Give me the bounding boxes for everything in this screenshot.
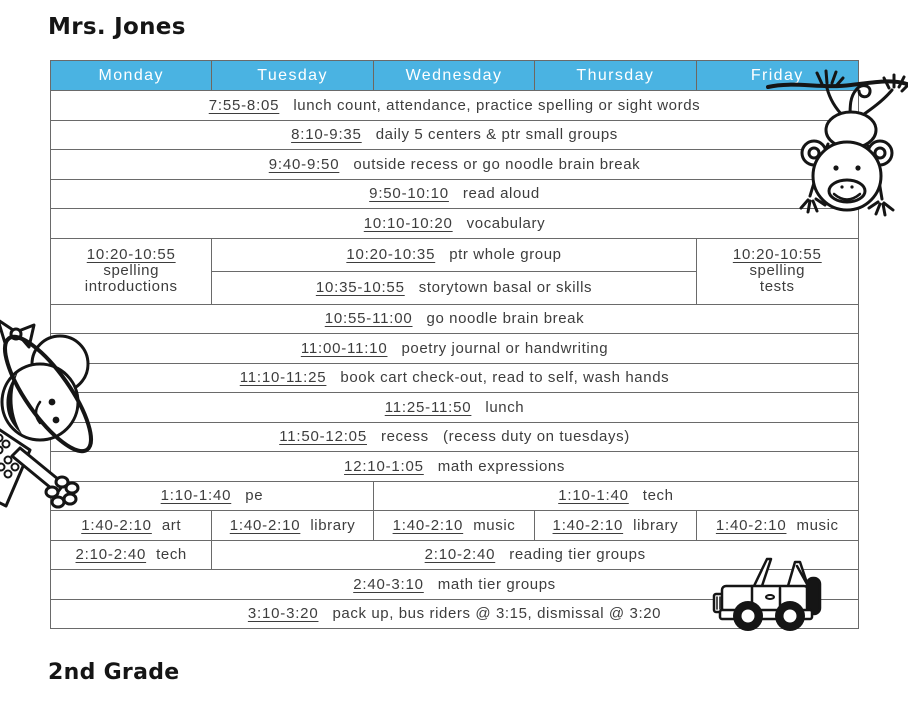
friday-special-cell xyxy=(697,511,858,540)
reading-tier-cell xyxy=(212,541,858,570)
time-label: 1:40-2:10 xyxy=(715,516,787,534)
pe-tech-row xyxy=(51,481,858,511)
time-label: 10:55-11:00 xyxy=(324,310,413,328)
split-row-1020 xyxy=(51,238,858,304)
activity-label: daily 5 centers & ptr small groups xyxy=(375,126,618,144)
grade-label: 2nd Grade xyxy=(48,660,180,685)
tech-reading-row xyxy=(51,540,858,570)
activity-label: reading tier groups xyxy=(509,546,646,564)
day-header-thursday: Thursday xyxy=(535,61,696,90)
time-label: 10:20-10:35 xyxy=(346,246,436,264)
schedule-table xyxy=(50,60,859,629)
table-row xyxy=(51,90,858,120)
day-header-row xyxy=(51,61,858,90)
table-row xyxy=(51,149,858,179)
time-label: 10:35-10:55 xyxy=(315,279,405,297)
activity-label: ptr whole group xyxy=(449,246,562,264)
activity-label: library xyxy=(310,516,356,534)
table-row xyxy=(51,179,858,209)
table-row xyxy=(51,599,858,629)
table-row xyxy=(212,239,695,272)
table-row xyxy=(212,271,695,304)
table-row xyxy=(51,333,858,363)
activity-label: book cart check-out, read to self, wash hands xyxy=(340,369,670,387)
monday-tech-cell xyxy=(51,541,212,570)
time-label: 11:00-11:10 xyxy=(300,339,388,357)
activity-label: introductions xyxy=(84,278,178,295)
day-header-monday: Monday xyxy=(51,61,212,90)
activity-label: go noodle brain break xyxy=(426,310,585,328)
teacher-name: Mrs. Jones xyxy=(48,14,186,40)
activity-label: spelling xyxy=(103,262,160,279)
activity-label: storytown basal or skills xyxy=(418,279,593,297)
table-row xyxy=(51,422,858,452)
time-label: 12:10-1:05 xyxy=(344,457,424,475)
time-label: 2:40-3:10 xyxy=(353,575,424,593)
activity-label: music xyxy=(473,516,516,534)
time-label: 10:20-10:55 xyxy=(732,246,822,263)
tuesday-special-cell xyxy=(212,511,373,540)
activity-label: tests xyxy=(759,278,795,295)
time-label: 9:40-9:50 xyxy=(268,155,340,173)
time-label: 9:50-10:10 xyxy=(369,185,449,203)
specials-row xyxy=(51,510,858,540)
time-label: 1:10-1:40 xyxy=(160,487,232,505)
table-row xyxy=(51,363,858,393)
monday-spelling-cell xyxy=(51,239,212,304)
tech-cell xyxy=(374,482,858,511)
activity-label: pe xyxy=(245,487,264,505)
table-row xyxy=(51,120,858,150)
table-row xyxy=(51,451,858,481)
activity-label: music xyxy=(796,516,839,534)
time-label: 11:50-12:05 xyxy=(279,428,367,446)
time-label: 11:25-11:50 xyxy=(384,398,472,416)
activity-label: tech xyxy=(156,546,187,564)
activity-label: pack up, bus riders @ 3:15, dismissal @ 3:20 xyxy=(332,605,662,623)
activity-label: lunch count, attendance, practice spelling or sight words xyxy=(293,96,701,114)
activity-label: recess (recess duty on tuesdays) xyxy=(380,428,630,446)
day-header-wednesday: Wednesday xyxy=(374,61,535,90)
time-label: 7:55-8:05 xyxy=(208,96,280,114)
activity-label: lunch xyxy=(485,398,525,416)
time-label: 1:40-2:10 xyxy=(392,516,464,534)
activity-label: math expressions xyxy=(437,457,565,475)
activity-label: outside recess or go noodle brain break xyxy=(353,155,641,173)
monday-special-cell xyxy=(51,511,212,540)
time-label: 2:10-2:40 xyxy=(424,546,496,564)
time-label: 10:20-10:55 xyxy=(86,246,176,263)
activity-label: tech xyxy=(642,487,674,505)
day-header-tuesday: Tuesday xyxy=(212,61,373,90)
activity-label: poetry journal or handwriting xyxy=(401,339,609,357)
activity-label: math tier groups xyxy=(437,575,556,593)
time-label: 1:40-2:10 xyxy=(229,516,301,534)
day-header-friday: Friday xyxy=(750,66,804,84)
time-label: 1:40-2:10 xyxy=(552,516,624,534)
midweek-split-cell xyxy=(212,239,696,304)
pe-cell xyxy=(51,482,374,511)
time-label: 1:10-1:40 xyxy=(558,487,629,505)
friday-spelling-cell xyxy=(697,239,858,304)
time-label: 2:10-2:40 xyxy=(75,546,147,564)
time-label: 3:10-3:20 xyxy=(247,605,319,623)
thursday-special-cell xyxy=(535,511,696,540)
table-row xyxy=(51,392,858,422)
activity-label: art xyxy=(161,516,182,534)
wednesday-special-cell xyxy=(374,511,535,540)
time-label: 1:40-2:10 xyxy=(81,516,152,534)
time-label: 10:10-10:20 xyxy=(363,214,453,232)
table-row xyxy=(51,304,858,334)
time-label: 11:10-11:25 xyxy=(239,369,327,387)
activity-label: spelling xyxy=(749,262,806,279)
table-row xyxy=(51,208,858,238)
table-row xyxy=(51,569,858,599)
activity-label: read aloud xyxy=(462,185,540,203)
activity-label: library xyxy=(633,516,679,534)
activity-label: vocabulary xyxy=(466,214,546,232)
time-label: 8:10-9:35 xyxy=(291,126,362,144)
